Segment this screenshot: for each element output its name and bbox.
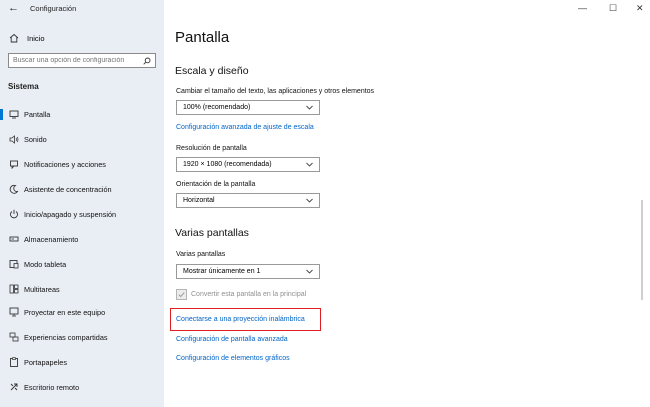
moon-icon	[9, 184, 19, 194]
checkbox-label: Convertir esta pantalla en la principal	[191, 291, 307, 298]
sidebar-item-label: Notificaciones y acciones	[24, 159, 106, 169]
remote-icon	[9, 382, 19, 392]
search-icon[interactable]	[143, 57, 151, 65]
graphics-settings-link[interactable]: Configuración de elementos gráficos	[176, 355, 290, 362]
notification-icon	[9, 160, 19, 169]
sidebar-item-label: Inicio/apagado y suspensión	[24, 209, 117, 219]
speaker-icon	[9, 135, 19, 144]
dropdown-value: Horizontal	[183, 197, 215, 204]
sidebar-item-concentracion[interactable]	[0, 181, 164, 197]
sidebar-item-label: Almacenamiento	[24, 234, 79, 244]
sidebar-item-label: Pantalla	[24, 109, 51, 119]
back-arrow-icon[interactable]: ←	[8, 2, 19, 14]
sidebar-item-label: Portapapeles	[24, 357, 68, 367]
scrollbar[interactable]	[641, 200, 643, 300]
home-link[interactable]	[9, 32, 45, 44]
checkmark-icon	[177, 290, 186, 299]
sidebar	[0, 0, 164, 407]
sidebar-item-pantalla[interactable]	[0, 106, 164, 122]
shared-icon	[9, 332, 19, 342]
resolution-label: Resolución de pantalla	[176, 145, 247, 152]
multi-display-label: Varias pantallas	[176, 251, 226, 258]
sidebar-item-escritorio-remoto[interactable]	[0, 379, 164, 395]
sidebar-item-notificaciones[interactable]	[0, 156, 164, 172]
search-input[interactable]	[13, 55, 137, 66]
advanced-display-settings-link[interactable]: Configuración de pantalla avanzada	[176, 336, 288, 343]
sidebar-item-label: Experiencias compartidas	[24, 332, 108, 342]
home-icon	[9, 33, 19, 43]
settings-search-box[interactable]	[8, 53, 156, 68]
minimize-button[interactable]: —	[578, 3, 587, 13]
monitor-icon	[9, 110, 19, 119]
home-label: Inicio	[27, 33, 45, 43]
power-icon	[9, 209, 19, 219]
chevron-down-icon	[306, 105, 313, 110]
close-button[interactable]: ✕	[636, 3, 644, 13]
sidebar-item-label: Escritorio remoto	[24, 382, 80, 392]
multi-display-section-heading: Varias pantallas	[175, 227, 249, 239]
sidebar-item-proyectar[interactable]	[0, 304, 164, 320]
dropdown-value: 1920 × 1080 (recomendada)	[183, 161, 272, 168]
main-display-checkbox[interactable]	[176, 289, 306, 300]
main-content	[164, 0, 650, 407]
sidebar-item-inicio-apagado[interactable]	[0, 206, 164, 222]
text-size-label: Cambiar el tamaño del texto, las aplicaciones y otros elementos	[176, 88, 375, 95]
section-title: Sistema	[8, 82, 39, 91]
text-size-dropdown[interactable]	[176, 100, 320, 115]
sidebar-item-label: Sonido	[24, 134, 47, 144]
sidebar-item-almacenamiento[interactable]	[0, 231, 164, 247]
chevron-down-icon	[306, 269, 313, 274]
orientation-label: Orientación de la pantalla	[176, 181, 256, 188]
scale-section-heading: Escala y diseño	[175, 65, 249, 77]
clipboard-icon	[9, 357, 19, 367]
chevron-down-icon	[306, 198, 313, 203]
sidebar-item-portapapeles[interactable]	[0, 354, 164, 370]
dropdown-value: Mostrar únicamente en 1	[183, 268, 261, 275]
multi-display-dropdown[interactable]	[176, 264, 320, 279]
sidebar-item-label: Asistente de concentración	[24, 184, 112, 194]
dropdown-value: 100% (recomendado)	[183, 104, 251, 111]
sidebar-item-experiencias[interactable]	[0, 329, 164, 345]
sidebar-item-label: Modo tableta	[24, 259, 67, 269]
sidebar-item-multitareas[interactable]	[0, 281, 164, 297]
storage-icon	[9, 235, 19, 243]
orientation-dropdown[interactable]	[176, 193, 320, 208]
connect-wireless-display-link[interactable]: Conectarse a una proyección inalámbrica	[176, 316, 305, 323]
resolution-dropdown[interactable]	[176, 157, 320, 172]
project-icon	[9, 307, 19, 317]
maximize-button[interactable]: ☐	[609, 3, 618, 13]
sidebar-item-label: Proyectar en este equipo	[24, 307, 106, 317]
checkbox-box[interactable]	[176, 289, 187, 300]
multitask-icon	[9, 284, 19, 294]
page-title: Pantalla	[175, 29, 230, 46]
advanced-scaling-link[interactable]: Configuración avanzada de ajuste de escala	[176, 124, 314, 131]
sidebar-item-sonido[interactable]	[0, 131, 164, 147]
tablet-icon	[9, 259, 19, 269]
sidebar-item-label: Multitareas	[24, 284, 60, 294]
sidebar-item-modo-tableta[interactable]	[0, 256, 164, 272]
window-title: Configuración	[30, 4, 77, 13]
chevron-down-icon	[306, 162, 313, 167]
